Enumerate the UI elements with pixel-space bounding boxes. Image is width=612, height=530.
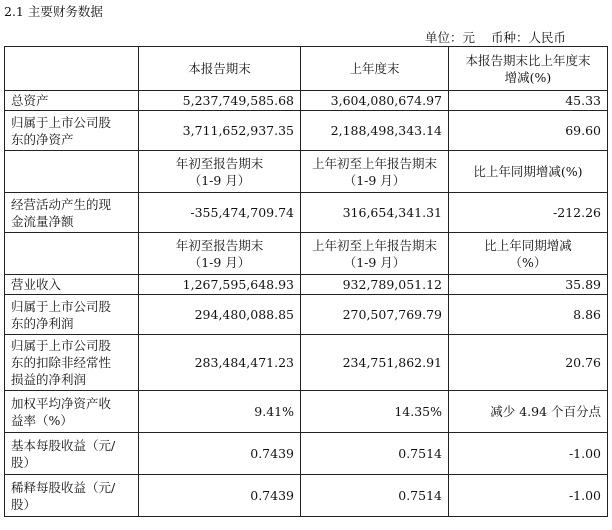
value-current: 0.7439: [139, 433, 301, 475]
row-label: [5, 391, 139, 433]
value-prior: 14.35%: [301, 391, 449, 433]
header-prior-ytd-line2: （1-9 月）: [343, 254, 406, 270]
row-label-line2: 金流量净额: [11, 213, 74, 229]
value-current: 283,484,471.23: [139, 335, 301, 391]
header-change-line1: 本报告期末比上年度末: [465, 52, 591, 68]
value-prior: 2,188,498,343.14: [301, 111, 449, 151]
unit-label: 单位：元: [425, 30, 476, 45]
table-row-revenue: [5, 275, 608, 295]
value-current: 9.41%: [139, 391, 301, 433]
header-change-line2: 增减(%): [504, 69, 552, 85]
value-change: 20.76: [449, 335, 608, 391]
row-label-line2: 股）: [11, 496, 37, 512]
row-label: [5, 433, 139, 475]
header-row-2: [5, 151, 608, 193]
header-change-pct: [449, 47, 608, 91]
header-empty-cell: [5, 233, 139, 275]
header-prior-ytd-line2: （1-9 月）: [343, 172, 406, 188]
table-row-net-profit: [5, 295, 608, 335]
header-prior-year-end: 上年度末: [301, 47, 449, 91]
value-current: 3,711,652,937.35: [139, 111, 301, 151]
value-current: 5,237,749,585.68: [139, 91, 301, 111]
header-current-period-end: 本报告期末: [139, 47, 301, 91]
row-label: [5, 335, 139, 391]
table-row-diluted-eps: [5, 475, 608, 517]
header-yoy-line2: （%）: [509, 254, 547, 270]
value-current: 1,267,595,648.93: [139, 275, 301, 295]
header-prior-ytd-line1: 上年初至上年报告期末: [311, 237, 437, 253]
value-prior: 0.7514: [301, 433, 449, 475]
table-row-total-assets: [5, 91, 608, 111]
row-label-line1: 经营活动产生的现: [11, 196, 112, 212]
value-prior: 932,789,051.12: [301, 275, 449, 295]
row-label-line2: 股）: [11, 454, 37, 470]
value-change: 35.89: [449, 275, 608, 295]
value-prior: 234,751,862.91: [301, 335, 449, 391]
value-current: 294,480,088.85: [139, 295, 301, 335]
section-title: 2.1 主要财务数据: [4, 4, 103, 19]
row-label-line1: 归属于上市公司股: [11, 114, 112, 130]
value-current: 0.7439: [139, 475, 301, 517]
row-label: [5, 475, 139, 517]
header-ytd-line2: （1-9 月）: [188, 254, 251, 270]
header-row-1: [5, 47, 608, 91]
table-row-net-profit-recurring: [5, 335, 608, 391]
table-row-net-assets: [5, 111, 608, 151]
value-current: -355,474,709.74: [139, 193, 301, 233]
header-row-3: [5, 233, 608, 275]
unit-currency-line: [425, 28, 566, 46]
row-label: [5, 111, 139, 151]
header-ytd: [139, 151, 301, 193]
row-label-line3: 损益的净利润: [11, 372, 87, 387]
table-row-basic-eps: [5, 433, 608, 475]
row-label-line1: 稀释每股收益（元/: [11, 479, 116, 495]
header-ytd: [139, 233, 301, 275]
header-prior-ytd-line1: 上年初至上年报告期末: [311, 155, 437, 171]
header-ytd-line2: （1-9 月）: [188, 172, 251, 188]
row-label: [5, 295, 139, 335]
value-prior: 316,654,341.31: [301, 193, 449, 233]
value-change: -1.00: [449, 433, 608, 475]
financial-data-table: [4, 46, 608, 517]
row-label-line2: 东的扣除非经常性: [11, 355, 112, 370]
value-change: 8.86: [449, 295, 608, 335]
currency-label: 币种：人民币: [491, 30, 567, 45]
table-row-operating-cash-flow: [5, 193, 608, 233]
value-prior: 270,507,769.79: [301, 295, 449, 335]
header-empty-cell: [5, 151, 139, 193]
value-change: -1.00: [449, 475, 608, 517]
header-prior-ytd: [301, 151, 449, 193]
row-label-line1: 加权平均净资产收: [11, 395, 112, 411]
row-label-line2: 东的净资产: [11, 131, 74, 147]
value-change: 69.60: [449, 111, 608, 151]
header-empty-cell: [5, 47, 139, 91]
row-label-line1: 归属于上市公司股: [11, 338, 112, 353]
header-yoy-change: [449, 233, 608, 275]
header-yoy-line1: 比上年同期增减: [484, 237, 572, 253]
value-prior: 0.7514: [301, 475, 449, 517]
header-prior-ytd: [301, 233, 449, 275]
value-change: 45.33: [449, 91, 608, 111]
value-change: -212.26: [449, 193, 608, 233]
table-row-roe: [5, 391, 608, 433]
header-ytd-line1: 年初至报告期末: [175, 155, 264, 171]
row-label-line1: 基本每股收益（元/: [11, 437, 116, 453]
row-label-line2: 东的净利润: [11, 315, 74, 331]
row-label: 总资产: [5, 91, 139, 111]
value-prior: 3,604,080,674.97: [301, 91, 449, 111]
value-change: 减少 4.94 个百分点: [449, 391, 608, 433]
row-label: 营业收入: [5, 275, 139, 295]
row-label-line2: 益率（%）: [11, 412, 73, 428]
header-yoy-change: 比上年同期增减(%): [449, 151, 608, 193]
header-ytd-line1: 年初至报告期末: [175, 237, 264, 253]
row-label: [5, 193, 139, 233]
row-label-line1: 归属于上市公司股: [11, 298, 112, 314]
